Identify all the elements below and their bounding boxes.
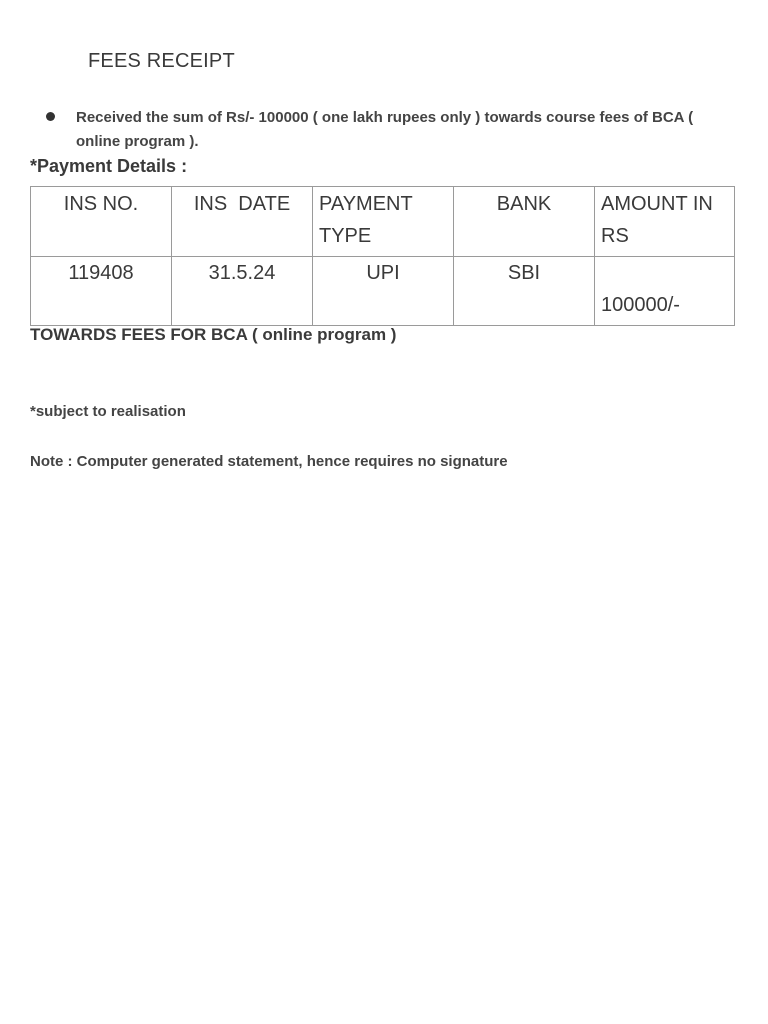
bullet-icon [46,112,55,121]
cell-ins-no: 119408 [31,257,172,326]
table-header-row [31,187,735,257]
page-title: FEES RECEIPT [88,50,235,72]
cell-payment-type: UPI [313,257,454,326]
subject-to-realisation: *subject to realisation [30,403,186,420]
cell-ins-date: 31.5.24 [172,257,313,326]
towards-fees-text: TOWARDS FEES FOR BCA ( online program ) [30,325,397,344]
payment-details-heading: *Payment Details : [30,156,188,176]
table-row [31,257,735,326]
header-payment-type: PAYMENT TYPE [313,187,454,257]
amount-value: 100000/- [601,294,680,316]
header-amount: AMOUNT IN RS [595,187,735,257]
cell-bank: SBI [454,257,595,326]
payment-details-table [30,186,735,326]
header-bank: BANK [454,187,595,257]
signature-note: Note : Computer generated statement, hence requires no signature [30,453,508,470]
cell-amount [595,257,735,326]
received-text: Received the sum of Rs/- 100000 ( one lakh rupees only ) towards course fees of BCA ( online program ). [76,109,694,150]
header-ins-no: INS NO. [31,187,172,257]
header-ins-date: INS DATE [172,187,313,257]
